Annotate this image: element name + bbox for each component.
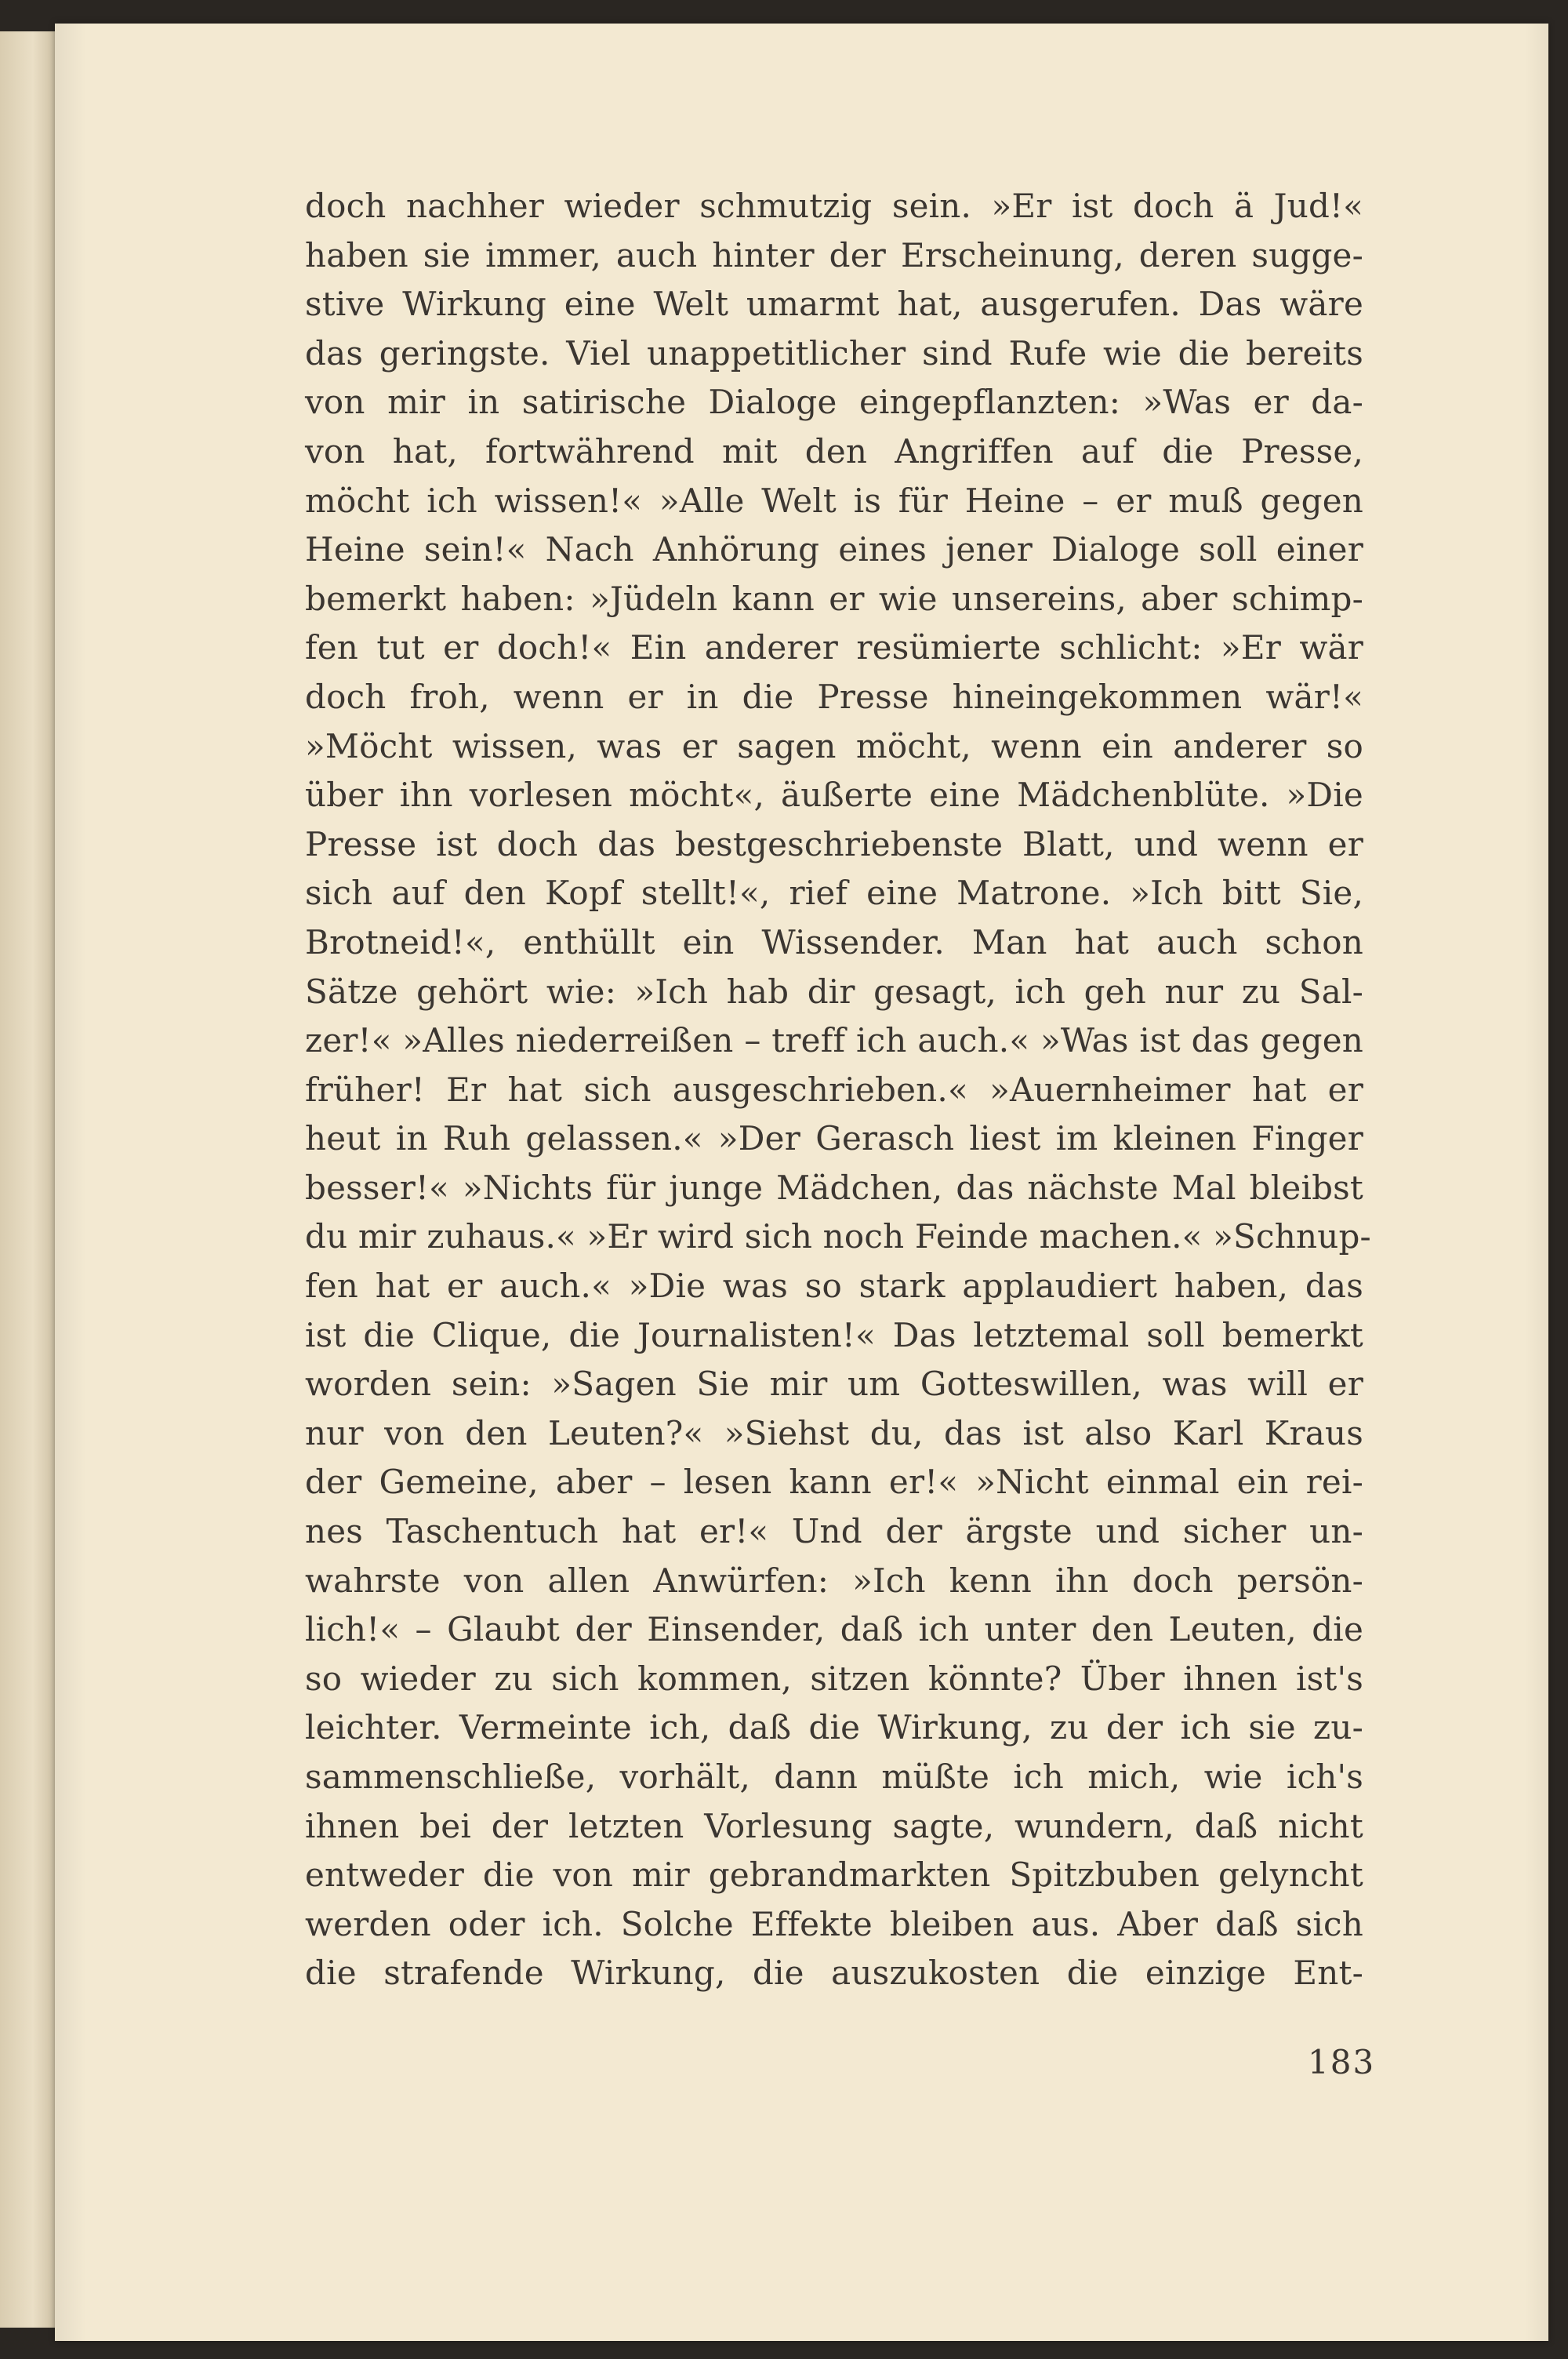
text-line: der Gemeine, aber – lesen kann er!« »Nicht einmal ein rei- xyxy=(305,1463,1363,1502)
body-text xyxy=(305,182,1371,1998)
text-line: nur von den Leuten?« »Siehst du, das ist also Karl Kraus xyxy=(305,1413,1363,1452)
text-line: werden oder ich. Solche Effekte bleiben aus. Aber daß sich xyxy=(305,1904,1363,1943)
text-line: früher! Er hat sich ausgeschrieben.« »Auernheimer hat er xyxy=(305,1070,1363,1109)
text-line: möcht ich wissen!« »Alle Welt is für Heine – er muß gegen xyxy=(305,481,1363,520)
page-number: 183 xyxy=(1308,2043,1376,2081)
text-line: so wieder zu sich kommen, sitzen könnte? Über ihnen ist's xyxy=(305,1659,1363,1698)
text-line: wahrste von allen Anwürfen: »Ich kenn ihn doch persön- xyxy=(305,1561,1363,1600)
text-line: fen hat er auch.« »Die was so stark applaudiert haben, das xyxy=(305,1267,1363,1306)
text-line: fen tut er doch!« Ein anderer resümierte schlicht: »Er wär xyxy=(305,628,1363,667)
text-line: sammenschließe, vorhält, dann müßte ich mich, wie ich's xyxy=(305,1757,1363,1796)
text-line: »Möcht wissen, was er sagen möcht, wenn ein anderer so xyxy=(305,726,1363,765)
text-line: ist die Clique, die Journalisten!« Das letztemal soll bemerkt xyxy=(305,1315,1363,1354)
text-line: entweder die von mir gebrandmarkten Spitzbuben gelyncht xyxy=(305,1856,1363,1895)
text-line: sich auf den Kopf stellt!«, rief eine Matrone. »Ich bitt Sie, xyxy=(305,874,1363,913)
text-line: worden sein: »Sagen Sie mir um Gotteswillen, was will er xyxy=(305,1365,1363,1404)
text-line: stive Wirkung eine Welt umarmt hat, ausgerufen. Das wäre xyxy=(305,285,1363,324)
text-line: ihnen bei der letzten Vorlesung sagte, wundern, daß nicht xyxy=(305,1806,1363,1845)
text-line: von mir in satirische Dialoge eingepflanzten: »Was er da- xyxy=(305,383,1363,422)
text-line: heut in Ruh gelassen.« »Der Gerasch liest im kleinen Finger xyxy=(305,1119,1363,1158)
text-line: die strafende Wirkung, die auszukosten die einzige Ent- xyxy=(305,1954,1363,1993)
text-line: von hat, fortwährend mit den Angriffen auf die Presse, xyxy=(305,431,1363,471)
text-line: lich!« – Glaubt der Einsender, daß ich unter den Leuten, die xyxy=(305,1610,1363,1649)
text-line: das geringste. Viel unappetitlicher sind Rufe wie die bereits xyxy=(305,333,1363,373)
text-line: Brotneid!«, enthüllt ein Wissender. Man hat auch schon xyxy=(305,922,1363,961)
text-line: bemerkt haben: »Jüdeln kann er wie unsereins, aber schimp- xyxy=(305,579,1363,618)
text-line: besser!« »Nichts für junge Mädchen, das nächste Mal bleibst xyxy=(305,1168,1363,1207)
text-line: haben sie immer, auch hinter der Erscheinung, deren sugge- xyxy=(305,235,1363,274)
text-line: zer!« »Alles niederreißen – treff ich auch.« »Was ist das gegen xyxy=(305,1021,1363,1060)
text-line: du mir zuhaus.« »Er wird sich noch Feinde machen.« »Schnup- xyxy=(305,1217,1371,1256)
text-line: Sätze gehört wie: »Ich hab dir gesagt, ich geh nur zu Sal- xyxy=(305,972,1363,1011)
text-line: Presse ist doch das bestgeschriebenste Blatt, und wenn er xyxy=(305,824,1363,863)
previous-page-edge xyxy=(0,31,55,2328)
text-line: leichter. Vermeinte ich, daß die Wirkung, zu der ich sie zu- xyxy=(305,1708,1363,1747)
text-line: über ihn vorlesen möcht«, äußerte eine Mädchenblüte. »Die xyxy=(305,776,1363,815)
text-line: Heine sein!« Nach Anhörung eines jener Dialoge soll einer xyxy=(305,530,1363,569)
text-line: doch nachher wieder schmutzig sein. »Er ist doch ä Jud!« xyxy=(305,187,1363,225)
text-line: doch froh, wenn er in die Presse hineingekommen wär!« xyxy=(305,677,1363,716)
text-line: nes Taschentuch hat er!« Und der ärgste und sicher un- xyxy=(305,1512,1363,1551)
